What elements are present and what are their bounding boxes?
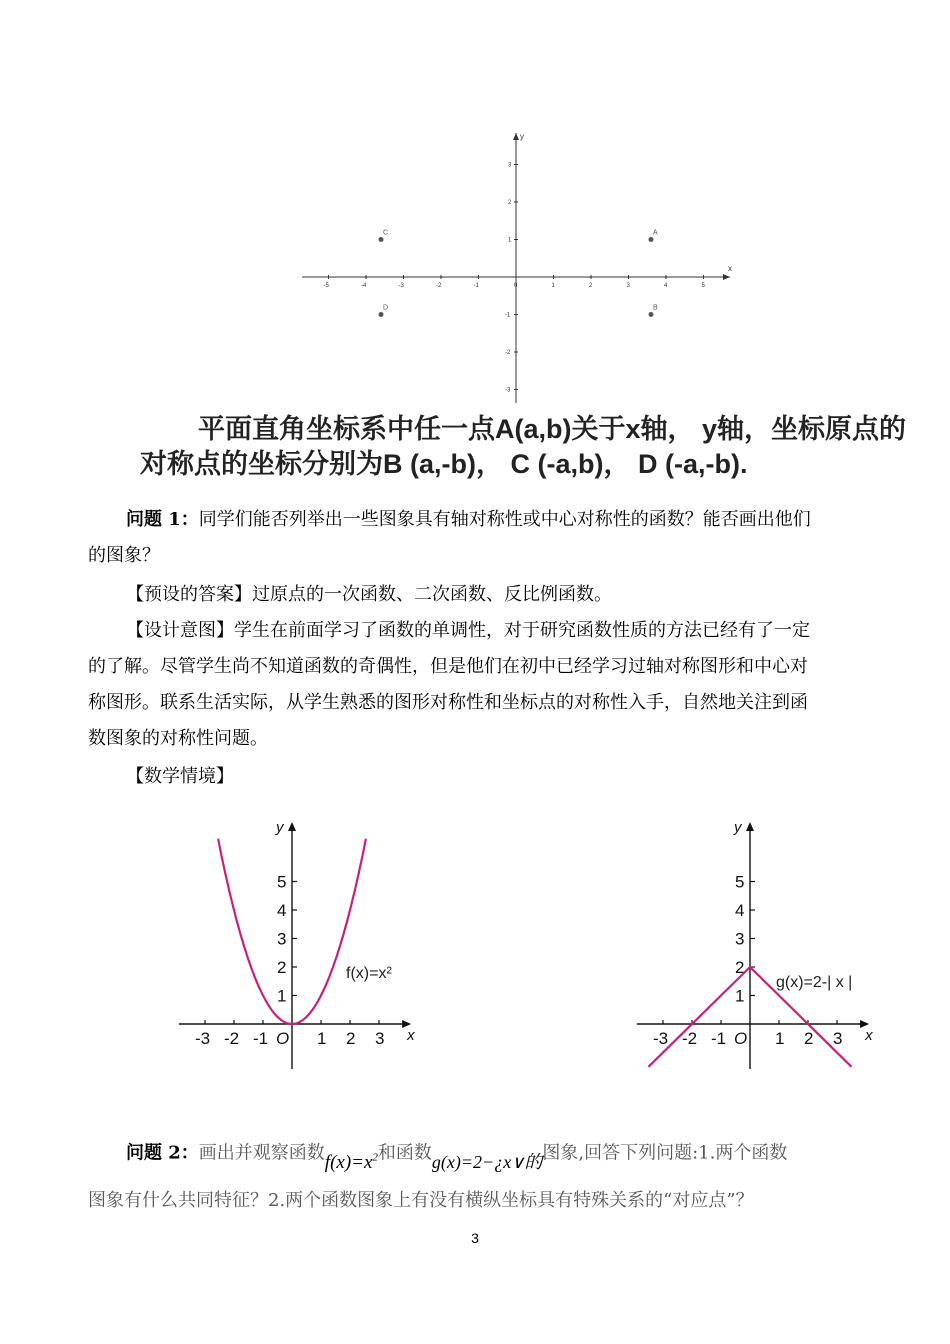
question-1-label: 问题 1： bbox=[126, 509, 199, 530]
y-tick-label: 1 bbox=[277, 986, 287, 1006]
coordinate-figure bbox=[290, 125, 750, 410]
design-line-1: 【设计意图】学生在前面学习了函数的单调性，对于研究函数性质的方法已经有了一定 bbox=[126, 620, 810, 641]
x-tick-label: -4 bbox=[361, 283, 367, 289]
y-tick-label: 4 bbox=[735, 901, 745, 920]
page-number: 3 bbox=[471, 1230, 479, 1246]
x-tick-label: 2 bbox=[804, 1029, 814, 1048]
point-C bbox=[379, 237, 384, 242]
y-tick-label: 2 bbox=[735, 958, 745, 977]
y-axis-label: y bbox=[734, 819, 742, 836]
math-context-heading: 【数学情境】 bbox=[126, 766, 234, 787]
point-D bbox=[379, 312, 384, 317]
y-axis-arrow bbox=[288, 822, 296, 831]
y-tick-label: 3 bbox=[277, 929, 287, 949]
y-tick-label: 5 bbox=[735, 872, 745, 892]
function-label: f(x)=x² bbox=[346, 965, 392, 982]
x-tick-label: -3 bbox=[653, 1029, 669, 1048]
formula-f bbox=[325, 1152, 378, 1173]
x-axis-label: x bbox=[407, 1027, 415, 1044]
function-label: g(x)=2-| x | bbox=[776, 974, 853, 991]
x-tick-label: 0 bbox=[514, 283, 518, 289]
symmetry-caption bbox=[140, 412, 920, 482]
y-tick-label: 2 bbox=[277, 958, 287, 977]
x-tick-label: -2 bbox=[436, 283, 442, 289]
x-tick-label: 3 bbox=[626, 283, 630, 289]
question-1 bbox=[88, 502, 868, 574]
x-tick-label: -1 bbox=[253, 1029, 269, 1048]
x-tick-label: -1 bbox=[711, 1029, 727, 1048]
question-2-text-cont: 图象有什么共同特征？2.两个函数图象上有没有横纵坐标具有特殊关系的“对应点”？ bbox=[88, 1190, 754, 1212]
y-tick-label: -3 bbox=[505, 387, 511, 394]
y-tick-label: -1 bbox=[505, 312, 511, 319]
y-axis-arrow bbox=[746, 822, 754, 831]
y-tick-label: -2 bbox=[505, 350, 511, 356]
x-tick-label: 1 bbox=[317, 1029, 327, 1048]
design-line-4: 数图象的对称性问题。 bbox=[88, 728, 268, 749]
formula-f-text: f(x)=x bbox=[324, 1152, 373, 1174]
y-tick-label: 1 bbox=[508, 237, 512, 244]
question-2 bbox=[88, 1130, 868, 1219]
x-tick-label: 5 bbox=[701, 283, 705, 289]
design-intent bbox=[88, 613, 868, 757]
point-B bbox=[649, 312, 654, 317]
point-label-C: C bbox=[383, 229, 389, 237]
question-2-text-a: 画出并观察函数 bbox=[198, 1142, 325, 1164]
x-tick-label: 2 bbox=[346, 1029, 356, 1048]
chart-parabola bbox=[170, 812, 430, 1072]
point-label-B: B bbox=[653, 304, 658, 312]
question-1-text: 同学们能否列举出一些图象具有轴对称性或中心对称性的函数？能否画出他们 bbox=[198, 509, 811, 530]
question-2-text-c: 图象,回答下列问题:1.两个函数 bbox=[542, 1142, 788, 1164]
design-line-2: 的了解。尽管学生尚不知道函数的奇偶性，但是他们在初中已经学习过轴对称图形和中心对 bbox=[88, 656, 808, 677]
question-2-label: 问题 2： bbox=[126, 1142, 199, 1164]
y-axis-label: y bbox=[276, 819, 284, 836]
x-axis-arrow bbox=[723, 274, 730, 280]
preset-answer: 【预设的答案】过原点的一次函数、二次函数、反比例函数。 bbox=[126, 584, 612, 605]
caption-line-1: 平面直角坐标系中任一点A(a,b)关于x轴， y轴，坐标原点的 bbox=[198, 414, 907, 444]
x-tick-label: -2 bbox=[224, 1029, 240, 1048]
formula-f-exponent: 2 bbox=[372, 1152, 378, 1164]
design-line-3: 称图形。联系生活实际，从学生熟悉的图形对称性和坐标点的对称性入手，自然地关注到函 bbox=[88, 692, 808, 713]
caption-line-2: 对称点的坐标分别为B (a,-b)， C (-a,b)， D (-a,-b). bbox=[140, 449, 748, 479]
y-tick-label: 3 bbox=[508, 162, 512, 169]
y-tick-label: 1 bbox=[735, 986, 745, 1006]
x-tick-label: 3 bbox=[375, 1029, 385, 1048]
x-tick-label: -5 bbox=[323, 283, 329, 289]
point-A bbox=[649, 237, 654, 242]
y-tick-label: 5 bbox=[277, 872, 287, 892]
x-tick-label: -3 bbox=[398, 283, 404, 289]
x-tick-label: -2 bbox=[682, 1029, 698, 1048]
x-tick-label: -3 bbox=[195, 1029, 211, 1048]
question-2-text-b: 和函数 bbox=[377, 1142, 432, 1164]
x-tick-label: 4 bbox=[664, 283, 668, 289]
x-tick-label: 2 bbox=[589, 283, 593, 289]
x-tick-label: -1 bbox=[473, 283, 479, 289]
x-axis-label: x bbox=[728, 264, 732, 273]
x-tick-label: 1 bbox=[551, 283, 555, 289]
x-axis-label: x bbox=[865, 1027, 873, 1044]
y-tick-label: 3 bbox=[735, 929, 745, 949]
x-tick-label: 1 bbox=[775, 1029, 785, 1048]
point-label-A: A bbox=[653, 229, 658, 237]
x-tick-label: 3 bbox=[833, 1029, 843, 1048]
formula-g: g(x)=2−¿x∨的 bbox=[431, 1152, 543, 1173]
y-tick-label: 4 bbox=[277, 901, 287, 920]
y-axis-arrow bbox=[513, 133, 519, 140]
origin-label: O bbox=[276, 1029, 290, 1048]
y-axis-label: y bbox=[520, 132, 524, 141]
point-label-D: D bbox=[383, 304, 389, 312]
origin-label: O bbox=[734, 1029, 748, 1048]
chart-abs-function bbox=[628, 812, 888, 1072]
y-tick-label: 2 bbox=[508, 200, 512, 206]
question-1-text-cont: 的图象？ bbox=[88, 545, 160, 566]
